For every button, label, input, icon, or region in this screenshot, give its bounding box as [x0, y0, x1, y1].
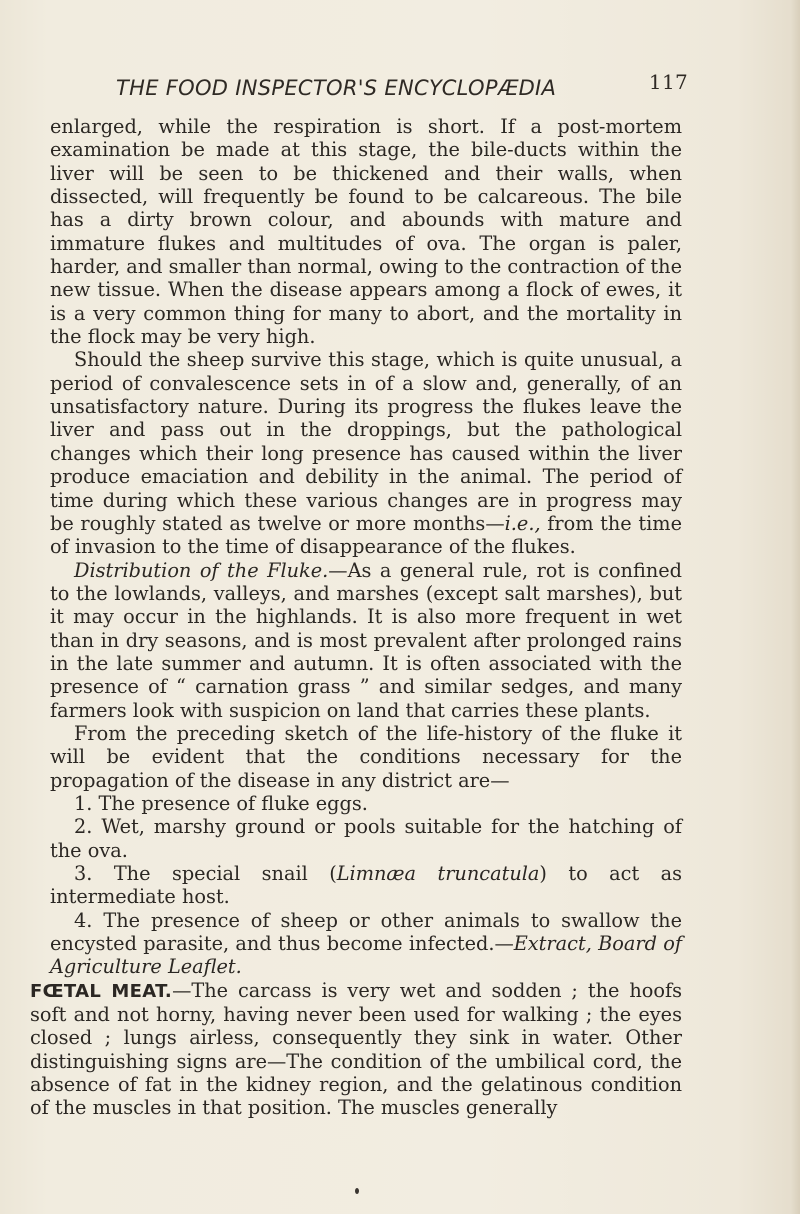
running-header: [116, 70, 688, 100]
running-title: THE FOOD INSPECTOR'S ENCYCLOPÆDIA: [116, 76, 557, 100]
paragraph-conditions: From the preceding sketch of the life-history of the fluke it will be evident that the conditions necessary for the propagation of the disease in any district are—: [50, 721, 682, 792]
paragraph-continuation: enlarged, while the respiration is short. If a post-mortem examination be made at this stage, the bile-ducts within the liver will be seen to be thickened and their walls, when dissected, will frequently be found to be calcareous. The bile has a dirty brown colour, and abounds with mature and immature flukes and multitudes of ova. The organ is paler, harder, and smaller than normal, owing to the contraction of the new tissue. When the disease appears among a flock of ewes, it is a very common thing for many to abort, and the mortality in the flock may be very high.: [50, 115, 683, 349]
abbreviation-ie: i.e.,: [504, 511, 541, 535]
paragraph-text: —As a general rule, rot is confined to the lowlands, valleys, and marshes (except salt marshes), but it may occur in the highlands. It is also more frequent in wet than in dry seasons, and is most prevalent after prolonged rains in the late summer and autumn. It is often associated with the presence of “ carnation grass ” and similar sedges, and many farmers look with suspicion on land that carries these plants.: [50, 558, 682, 722]
list-item-text: 3. The special snail (: [74, 862, 337, 885]
list-item-4: [50, 909, 682, 979]
entry-text: —The carcass is very wet and sodden ; the hoofs soft and not horny, having never been used for walking ; the eyes closed ; lungs airless, consequently they sink in water. Other distinguishing signs are—The condition of the umbilical cord, the absence of fat in the kidney region, and the gelatinous condition of the muscles in that position. The muscles generally: [30, 978, 682, 1120]
paragraph-text-end: from the time of invasion to the time of disappearance of the flukes.: [50, 511, 682, 559]
list-item-3: [50, 862, 682, 909]
entry-heading: FŒTAL MEAT.: [30, 980, 173, 1002]
paragraph-convalescence: [50, 348, 682, 558]
species-name: Limnæa truncatula: [336, 862, 540, 885]
section-heading: Distribution of the Fluke.: [74, 558, 329, 582]
list-item-2: 2. Wet, marshy ground or pools suitable for the hatching of the ova.: [50, 815, 682, 862]
paragraph-text: Should the sheep survive this stage, which is quite unusual, a period of convalescence sets in of a slow and, generally, of an unsatisfactory nature. During its progress the flukes leave the liver and pass out in the droppings, but the pathological changes which their long presence has caused within the liver produce emaciation and debility in the animal. The period of time during which these various changes are in progress may be roughly stated as twelve or more months—: [50, 348, 682, 535]
source-citation: Extract, Board of Agriculture Leaflet.: [50, 932, 682, 979]
page-edge: [790, 0, 800, 1214]
paragraph-distribution: [50, 559, 682, 722]
list-item-1: 1. The presence of fluke eggs.: [74, 791, 368, 815]
list-item-text: 4. The presence of sheep or other animals to swallow the encysted parasite, and thus become infected.—: [50, 908, 682, 956]
body-text: [30, 115, 683, 1120]
page-number: 117: [648, 70, 688, 94]
ink-spot: [355, 1188, 359, 1194]
list-item-text-end: ) to act as intermediate host.: [50, 862, 683, 909]
encyclopedia-entry: [30, 979, 682, 1120]
